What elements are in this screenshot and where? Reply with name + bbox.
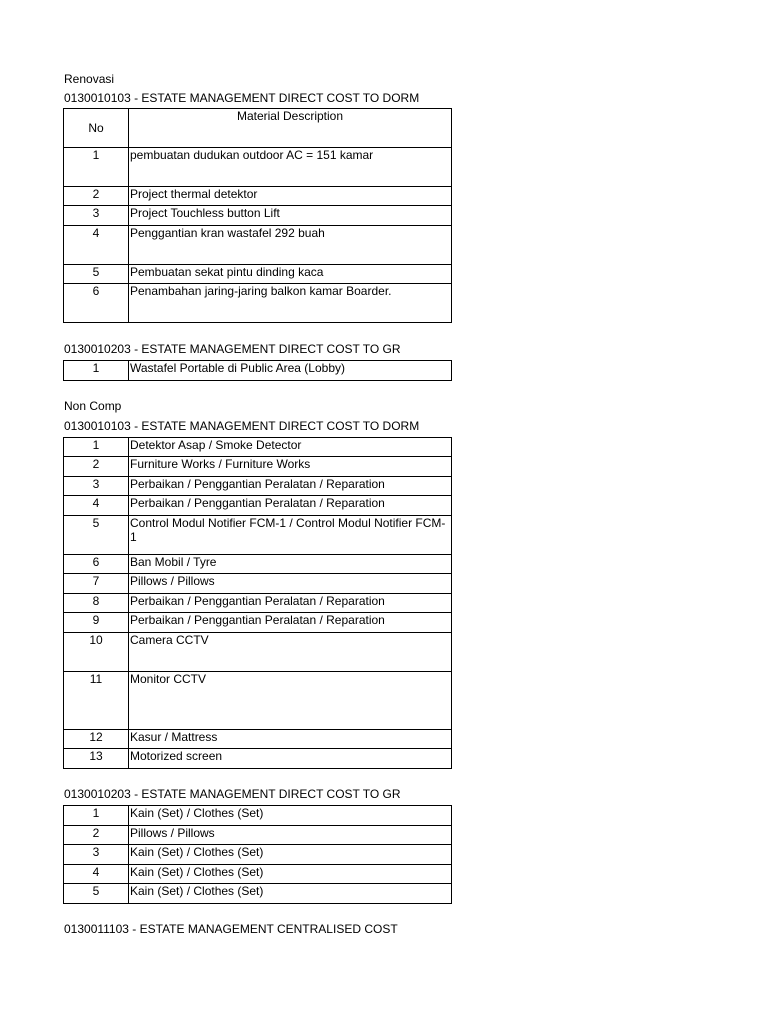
row-number: 4 [64, 865, 129, 884]
row-description: Perbaikan / Penggantian Peralatan / Reparation [129, 477, 452, 496]
row-description: Perbaikan / Penggantian Peralatan / Reparation [129, 496, 452, 516]
table-row [64, 496, 452, 516]
table-row [64, 148, 452, 187]
column-header-material-description: Material Description [129, 109, 452, 148]
table-row [64, 226, 452, 265]
table-row [64, 265, 452, 284]
row-description: Control Modul Notifier FCM-1 / Control Modul Notifier FCM-1 [129, 516, 452, 555]
row-description: Pillows / Pillows [129, 826, 452, 845]
row-number: 11 [64, 672, 129, 730]
table-row [64, 574, 452, 594]
table-row [64, 845, 452, 865]
table-row [64, 826, 452, 845]
account-heading: 0130010203 - ESTATE MANAGEMENT DIRECT COST TO GR [64, 342, 401, 356]
table-row [64, 206, 452, 226]
row-description: Perbaikan / Penggantian Peralatan / Reparation [129, 613, 452, 633]
table-row [64, 594, 452, 613]
row-description: pembuatan dudukan outdoor AC = 151 kamar [129, 148, 452, 187]
table-row [64, 284, 452, 323]
row-description: Motorized screen [129, 749, 452, 769]
table-row [64, 438, 452, 457]
row-description: Detektor Asap / Smoke Detector [129, 438, 452, 457]
row-description: Pillows / Pillows [129, 574, 452, 594]
table-header-row [64, 109, 452, 148]
row-description: Kain (Set) / Clothes (Set) [129, 884, 452, 904]
row-number: 1 [64, 361, 129, 381]
row-description: Project thermal detektor [129, 187, 452, 206]
table-row [64, 806, 452, 826]
row-number: 2 [64, 457, 129, 477]
row-number: 13 [64, 749, 129, 769]
row-number: 7 [64, 574, 129, 594]
section-title-renovasi: Renovasi [64, 72, 115, 86]
table-row [64, 477, 452, 496]
row-description: Ban Mobil / Tyre [129, 555, 452, 574]
table-row [64, 884, 452, 904]
table-row [64, 361, 452, 381]
row-description: Perbaikan / Penggantian Peralatan / Reparation [129, 594, 452, 613]
row-description: Furniture Works / Furniture Works [129, 457, 452, 477]
row-number: 3 [64, 845, 129, 865]
table-row [64, 672, 452, 730]
row-number: 6 [64, 284, 129, 323]
row-description: Kasur / Mattress [129, 730, 452, 749]
row-description: Penambahan jaring-jaring balkon kamar Boarder. [129, 284, 452, 323]
account-heading: 0130011103 - ESTATE MANAGEMENT CENTRALISED COST [64, 922, 398, 936]
row-number: 4 [64, 226, 129, 265]
table-row [64, 633, 452, 672]
row-description: Project Touchless button Lift [129, 206, 452, 226]
row-number: 2 [64, 187, 129, 206]
row-number: 5 [64, 265, 129, 284]
table-row [64, 187, 452, 206]
row-number: 6 [64, 555, 129, 574]
row-description: Kain (Set) / Clothes (Set) [129, 845, 452, 865]
row-description: Kain (Set) / Clothes (Set) [129, 806, 452, 826]
renovasi-table [63, 108, 452, 323]
table-row [64, 516, 452, 555]
row-description: Monitor CCTV [129, 672, 452, 730]
row-number: 1 [64, 806, 129, 826]
row-number: 3 [64, 477, 129, 496]
row-number: 4 [64, 496, 129, 516]
row-number: 2 [64, 826, 129, 845]
row-number: 5 [64, 516, 129, 555]
row-number: 3 [64, 206, 129, 226]
row-number: 5 [64, 884, 129, 904]
row-number: 10 [64, 633, 129, 672]
section-title-non-comp: Non Comp [64, 399, 122, 413]
row-number: 9 [64, 613, 129, 633]
account-heading: 0130010103 - ESTATE MANAGEMENT DIRECT COST TO DORM [64, 91, 420, 105]
table-row [64, 457, 452, 477]
column-header-no: No [64, 109, 129, 148]
table-row [64, 730, 452, 749]
table-row [64, 555, 452, 574]
row-description: Penggantian kran wastafel 292 buah [129, 226, 452, 265]
row-description: Kain (Set) / Clothes (Set) [129, 865, 452, 884]
gr-table [63, 360, 452, 381]
row-description: Pembuatan sekat pintu dinding kaca [129, 265, 452, 284]
row-number: 1 [64, 148, 129, 187]
account-heading: 0130010203 - ESTATE MANAGEMENT DIRECT COST TO GR [64, 787, 401, 801]
non-comp-dorm-table [63, 437, 452, 769]
account-heading: 0130010103 - ESTATE MANAGEMENT DIRECT COST TO DORM [64, 419, 420, 433]
table-row [64, 749, 452, 769]
table-row [64, 613, 452, 633]
row-description: Wastafel Portable di Public Area (Lobby) [129, 361, 452, 381]
non-comp-gr-table [63, 805, 452, 904]
row-number: 8 [64, 594, 129, 613]
row-number: 12 [64, 730, 129, 749]
row-description: Camera CCTV [129, 633, 452, 672]
table-row [64, 865, 452, 884]
row-number: 1 [64, 438, 129, 457]
